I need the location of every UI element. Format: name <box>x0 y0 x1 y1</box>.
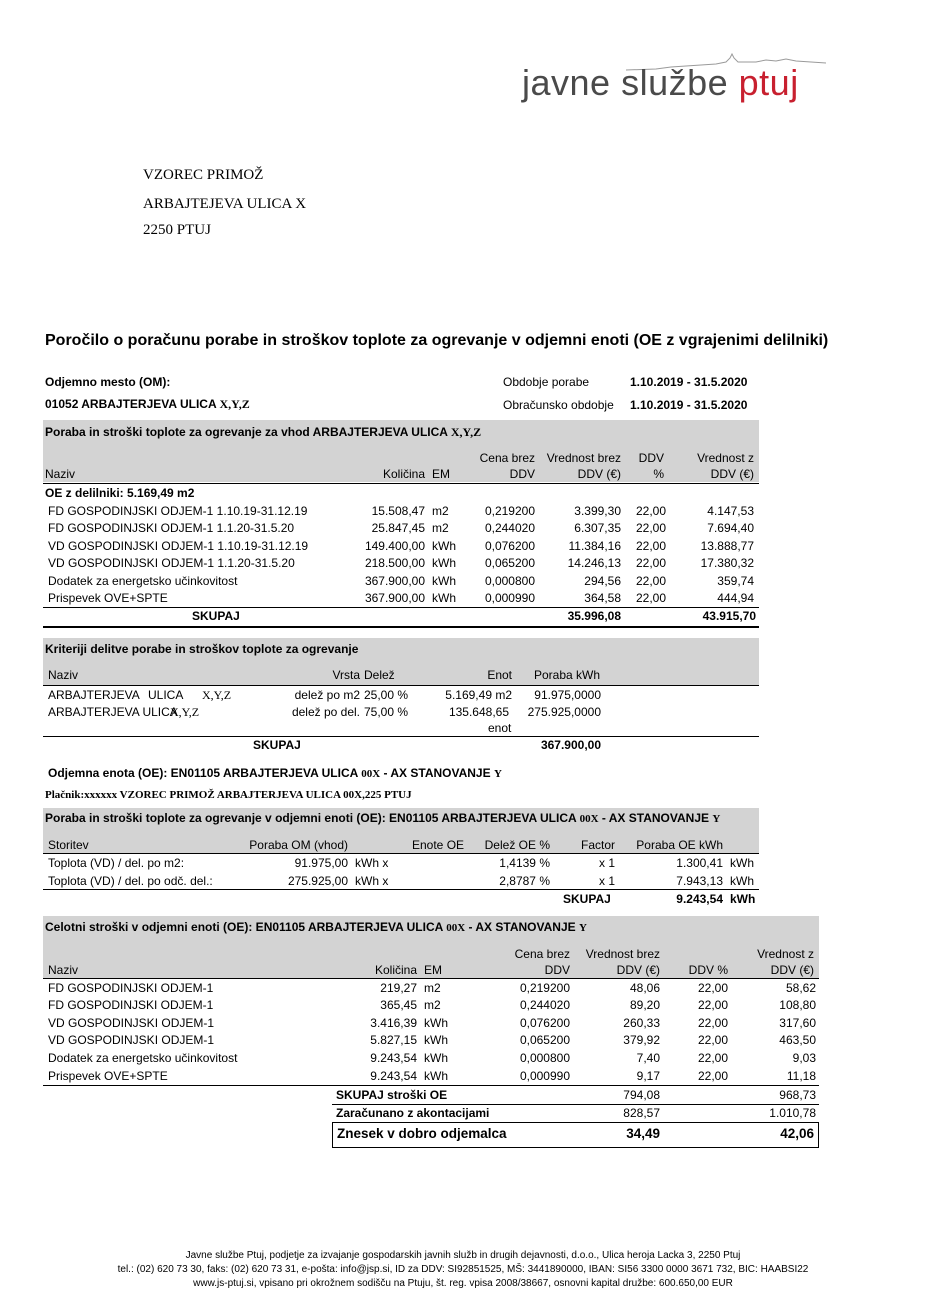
s1-em: kWh <box>432 556 456 570</box>
s4-vrednost: 89,20 <box>629 998 660 1012</box>
s4-vz: 58,62 <box>785 981 816 995</box>
s2-vrsta: delež po del. <box>291 705 360 719</box>
s4-kolicina: 365,45 <box>380 998 417 1012</box>
s4-header-cena1: Cena brez <box>514 947 570 961</box>
s1-cena: 0,000990 <box>484 591 535 605</box>
s1-vrednost: 14.246,13 <box>567 556 621 570</box>
s4-em: kWh <box>424 1069 448 1083</box>
s1-cena: 0,000800 <box>484 574 535 588</box>
s2-header-enot: Enot <box>487 668 512 682</box>
znesek-label: Znesek v dobro odjemalca <box>337 1126 507 1141</box>
s3-total-value: 9.243,54 <box>676 892 723 906</box>
oe-prefix: Odjemna enota (OE): EN01105 ARBAJTERJEVA ULICA <box>48 766 358 780</box>
s4-naziv: VD GOSPODINJSKI ODJEM-1 <box>48 1033 215 1047</box>
s4-naziv: FD GOSPODINJSKI ODJEM-1 <box>48 981 214 995</box>
s4-title-prefix: Celotni stroški v odjemni enoti (OE): EN01105 ARBAJTERJEVA ULICA <box>45 920 443 934</box>
s2-header-naziv: Naziv <box>48 668 79 682</box>
s4-naziv: FD GOSPODINJSKI ODJEM-1 <box>48 998 214 1012</box>
s1-vz: 17.380,32 <box>700 556 754 570</box>
s1-group-label: OE z delilniki: 5.169,49 m2 <box>45 486 195 500</box>
s4-em: kWh <box>424 1051 448 1065</box>
s1-vrednost: 11.384,16 <box>568 539 621 553</box>
s1-naziv: Dodatek za energetsko učinkovitost <box>48 574 238 588</box>
s3-header-enote: Enote OE <box>412 838 465 852</box>
s4-vz: 9,03 <box>792 1051 816 1065</box>
om-value-prefix: 01052 ARBAJTERJEVA ULICA <box>45 397 217 411</box>
s2-total-label: SKUPAJ <box>253 738 301 752</box>
section1-title-suffix: X,Y,Z <box>450 425 482 439</box>
s4-akont-vz: 1.010,78 <box>769 1106 816 1120</box>
s2-naziv-b: ULICA <box>148 688 184 702</box>
s2-total-poraba: 367.900,00 <box>540 738 601 752</box>
s2-naziv-c: X,Y,Z <box>202 688 232 702</box>
s1-kolicina: 367.900,00 <box>364 591 425 605</box>
company-logo <box>522 62 799 104</box>
s1-header-vred1: Vrednost brez <box>546 451 621 465</box>
logo-text-main: javne službe <box>522 62 729 103</box>
s3-poraba-om: 275.925,00 <box>287 874 348 888</box>
s1-header-ddv1: DDV <box>638 451 664 465</box>
s3-title-prefix: Poraba in stroški toplote za ogrevanje v odjemni enoti (OE): EN01105 ARBAJTERJEVA ULICA <box>45 811 577 825</box>
s1-vrednost: 6.307,35 <box>574 521 621 535</box>
om-value-suffix: X,Y,Z <box>219 397 250 411</box>
report-title: Poročilo o poračunu porabe in stroškov toplote za ogrevanje v odjemni enoti (OE z vgrajenimi delilniki) <box>45 332 829 349</box>
s4-cena: 0,219200 <box>519 981 570 995</box>
s2-header-delez: Delež <box>364 668 395 682</box>
s3-unit: kWh x <box>355 874 389 888</box>
s4-header-em: EM <box>424 963 442 977</box>
s3-header-delez: Delež OE % <box>484 838 550 852</box>
s4-em: kWh <box>424 1016 448 1030</box>
om-label: Odjemno mesto (OM): <box>45 375 171 389</box>
s3-poraba-oe: 7.943,13 <box>676 874 723 888</box>
s1-total-vz: 43.915,70 <box>702 609 756 623</box>
period-label: Obdobje porabe <box>503 375 590 389</box>
s4-kolicina: 5.827,15 <box>370 1033 417 1047</box>
s3-delez: 1,4139 % <box>499 856 550 870</box>
s4-header-vz1: Vrednost z <box>757 947 814 961</box>
s4-header-cena2: DDV <box>544 963 570 977</box>
s4-title-suffix: Y <box>578 922 587 934</box>
s4-cena: 0,000990 <box>519 1069 570 1083</box>
s3-header-poraba-oe: Poraba OE kWh <box>636 838 723 852</box>
s4-ddv: 22,00 <box>697 1016 728 1030</box>
s1-ddv: 22,00 <box>635 591 666 605</box>
s1-kolicina: 218.500,00 <box>364 556 425 570</box>
s1-em: m2 <box>432 521 449 535</box>
s1-vz: 359,74 <box>717 574 754 588</box>
oe-code: 00X <box>361 768 381 780</box>
section3-title <box>45 811 720 825</box>
s3-factor: x 1 <box>598 874 615 888</box>
s1-total-label: SKUPAJ <box>192 609 240 623</box>
s4-cena: 0,244020 <box>519 998 570 1012</box>
s1-kolicina: 25.847,45 <box>371 521 425 535</box>
s3-storitev: Toplota (VD) / del. po odč. del.: <box>48 874 213 888</box>
s3-unit2: kWh <box>730 856 754 870</box>
s4-kolicina: 9.243,54 <box>370 1051 417 1065</box>
s3-unit2: kWh <box>730 874 754 888</box>
s1-header-vz1: Vrednost z <box>697 451 754 465</box>
s4-header-vred2: DDV (€) <box>616 963 660 977</box>
footer-line-2: tel.: (02) 620 73 30, faks: (02) 620 73 31, e-pošta: info@jsp.si, ID za DDV: SI92851525, MŠ: 3441890000, IBAN: SI56 3300 0000 3671 732, BIC: HAABSI22 <box>117 1264 809 1275</box>
znesek-vz: 42,06 <box>780 1126 814 1141</box>
billing-value: 1.10.2019 - 31.5.2020 <box>630 398 748 412</box>
s1-kolicina: 15.508,47 <box>371 504 425 518</box>
s3-title-code: 00X <box>579 813 599 825</box>
s2-poraba: 91.975,0000 <box>534 688 601 702</box>
s1-ddv: 22,00 <box>635 574 666 588</box>
s2-header-poraba: Poraba kWh <box>534 668 601 682</box>
s1-naziv: VD GOSPODINJSKI ODJEM-1 1.10.19-31.12.19 <box>48 539 309 553</box>
recipient-city: 2250 PTUJ <box>143 222 211 238</box>
s1-header-vz2: DDV (€) <box>710 467 754 481</box>
s3-poraba-oe: 1.300,41 <box>676 856 723 870</box>
s4-kolicina: 219,27 <box>380 981 417 995</box>
s1-em: m2 <box>432 504 449 518</box>
s4-header-ddv: DDV % <box>688 963 728 977</box>
s2-naziv-a: ARBAJTERJEVA <box>48 688 140 702</box>
s4-ddv: 22,00 <box>697 1051 728 1065</box>
s4-header-kolicina: Količina <box>374 963 417 977</box>
recipient-name: VZOREC PRIMOŽ <box>143 167 264 183</box>
s2-naziv-a: ARBAJTERJEVA ULICA <box>48 705 178 719</box>
footer-line-1: Javne službe Ptuj, podjetje za izvajanje gospodarskih javnih služb in drugih dejavnosti, d.o.o., Ulica heroja Lacka 3, 2250 Ptuj <box>185 1250 741 1261</box>
s4-akont-label: Zaračunano z akontacijami <box>336 1106 490 1120</box>
s4-title-dash: - AX STANOVANJE <box>468 920 576 934</box>
s4-cena: 0,065200 <box>519 1033 570 1047</box>
s4-skupaj-label: SKUPAJ stroški OE <box>336 1088 448 1102</box>
s2-enot-unit: enot <box>488 721 512 735</box>
platnik: Plačnik:xxxxxx VZOREC PRIMOŽ ARBAJTERJEVA ULICA 00X,225 PTUJ <box>45 789 412 801</box>
s1-naziv: FD GOSPODINJSKI ODJEM-1 1.10.19-31.12.19 <box>48 504 308 518</box>
s4-vrednost: 7,40 <box>636 1051 660 1065</box>
s2-delez: 75,00 % <box>364 705 409 719</box>
section4-title <box>45 920 587 934</box>
s1-vz: 4.147,53 <box>707 504 754 518</box>
oe-suffix: Y <box>493 768 502 780</box>
s2-vrsta: delež po m2 <box>294 688 360 702</box>
s4-ddv: 22,00 <box>697 998 728 1012</box>
s3-total-label: SKUPAJ <box>563 892 611 906</box>
s1-naziv: VD GOSPODINJSKI ODJEM-1 1.1.20-31.5.20 <box>48 556 295 570</box>
s4-vz: 463,50 <box>779 1033 816 1047</box>
s1-ddv: 22,00 <box>635 521 666 535</box>
s2-naziv-c: X,Y,Z <box>170 705 200 719</box>
s1-ddv: 22,00 <box>635 556 666 570</box>
s1-em: kWh <box>432 539 456 553</box>
s4-vrednost: 9,17 <box>636 1069 660 1083</box>
s1-header-cena1: Cena brez <box>479 451 535 465</box>
oe-line <box>48 766 502 780</box>
period-value: 1.10.2019 - 31.5.2020 <box>630 375 748 389</box>
s1-em: kWh <box>432 574 456 588</box>
s2-delez: 25,00 % <box>364 688 409 702</box>
s1-vz: 444,94 <box>717 591 754 605</box>
section1-title-prefix: Poraba in stroški toplote za ogrevanje za vhod ARBAJTERJEVA ULICA <box>45 425 448 439</box>
s4-ddv: 22,00 <box>697 981 728 995</box>
section2-title: Kriteriji delitve porabe in stroškov toplote za ogrevanje <box>45 642 359 656</box>
s3-unit: kWh x <box>355 856 389 870</box>
s1-ddv: 22,00 <box>635 504 666 518</box>
s4-kolicina: 3.416,39 <box>370 1016 417 1030</box>
s2-poraba: 275.925,0000 <box>527 705 601 719</box>
s1-total-vrednost: 35.996,08 <box>567 609 621 623</box>
s4-skupaj-vz: 968,73 <box>779 1088 816 1102</box>
s4-cena: 0,076200 <box>519 1016 570 1030</box>
s1-ddv: 22,00 <box>635 539 666 553</box>
s4-akont-vrednost: 828,57 <box>623 1106 660 1120</box>
s4-vz: 11,18 <box>786 1069 816 1083</box>
s4-vz: 317,60 <box>779 1016 816 1030</box>
s2-header-vrsta: Vrsta <box>332 668 360 682</box>
s1-header-cena2: DDV <box>509 467 535 481</box>
s4-em: m2 <box>424 998 441 1012</box>
s1-header-ddv2: % <box>653 467 664 481</box>
s4-header-vred1: Vrednost brez <box>585 947 660 961</box>
s4-ddv: 22,00 <box>697 1033 728 1047</box>
recipient-street: ARBAJTEJEVA ULICA X <box>143 196 307 212</box>
s1-vrednost: 3.399,30 <box>574 504 621 518</box>
s4-vrednost: 260,33 <box>623 1016 660 1030</box>
s4-title-code: 00X <box>446 922 466 934</box>
s1-header-naziv: Naziv <box>45 467 76 481</box>
s1-cena: 0,219200 <box>484 504 535 518</box>
s1-cena: 0,065200 <box>484 556 535 570</box>
s4-naziv: Prispevek OVE+SPTE <box>48 1069 168 1083</box>
s4-naziv: Dodatek za energetsko učinkovitost <box>48 1051 238 1065</box>
s4-header-naziv: Naziv <box>48 963 79 977</box>
s1-cena: 0,244020 <box>484 521 535 535</box>
s1-vz: 13.888,77 <box>700 539 754 553</box>
s4-naziv: VD GOSPODINJSKI ODJEM-1 <box>48 1016 215 1030</box>
s1-cena: 0,076200 <box>484 539 535 553</box>
s3-header-storitev: Storitev <box>48 838 89 852</box>
s4-vz: 108,80 <box>779 998 816 1012</box>
s3-delez: 2,8787 % <box>499 874 550 888</box>
footer-line-3: www.js-ptuj.si, vpisano pri okrožnem sodišču na Ptuju, št. reg. vpisa 2008/38667, osnovni kapital družbe: 600.650,00 EUR <box>193 1278 733 1289</box>
s3-title-dash: - AX STANOVANJE <box>601 811 709 825</box>
s1-vrednost: 294,56 <box>584 574 621 588</box>
s3-storitev: Toplota (VD) / del. po m2: <box>48 856 185 870</box>
om-value <box>45 397 250 412</box>
s3-title-suffix: Y <box>712 813 721 825</box>
s4-skupaj-vrednost: 794,08 <box>623 1088 660 1102</box>
billing-label: Obračunsko obdobje <box>503 398 614 412</box>
s4-kolicina: 9.243,54 <box>370 1069 417 1083</box>
s4-vrednost: 48,06 <box>629 981 660 995</box>
oe-dash: - AX STANOVANJE <box>383 766 491 780</box>
s4-cena: 0,000800 <box>519 1051 570 1065</box>
s1-vz: 7.694,40 <box>707 521 754 535</box>
s4-header-vz2: DDV (€) <box>770 963 814 977</box>
s1-header-vred2: DDV (€) <box>577 467 621 481</box>
znesek-vrednost: 34,49 <box>626 1126 660 1141</box>
s1-vrednost: 364,58 <box>584 591 621 605</box>
s1-kolicina: 149.400,00 <box>364 539 425 553</box>
logo-text-accent: ptuj <box>738 62 799 103</box>
s3-poraba-om: 91.975,00 <box>294 856 348 870</box>
s4-vrednost: 379,92 <box>623 1033 660 1047</box>
section1-title <box>45 425 481 440</box>
s3-factor: x 1 <box>598 856 615 870</box>
s4-ddv: 22,00 <box>697 1069 728 1083</box>
s4-em: kWh <box>424 1033 448 1047</box>
s3-total-unit: kWh <box>730 892 756 906</box>
s1-naziv: Prispevek OVE+SPTE <box>48 591 168 605</box>
s1-kolicina: 367.900,00 <box>364 574 425 588</box>
s1-header-em: EM <box>432 467 450 481</box>
s2-enot: 135.648,65 <box>448 705 509 719</box>
s1-naziv: FD GOSPODINJSKI ODJEM-1 1.1.20-31.5.20 <box>48 521 295 535</box>
s3-header-factor: Factor <box>580 838 615 852</box>
s1-em: kWh <box>432 591 456 605</box>
s3-header-poraba-om: Poraba OM (vhod) <box>249 838 348 852</box>
s2-enot: 5.169,49 m2 <box>445 688 512 702</box>
s4-em: m2 <box>424 981 441 995</box>
s1-header-kolicina: Količina <box>382 467 425 481</box>
